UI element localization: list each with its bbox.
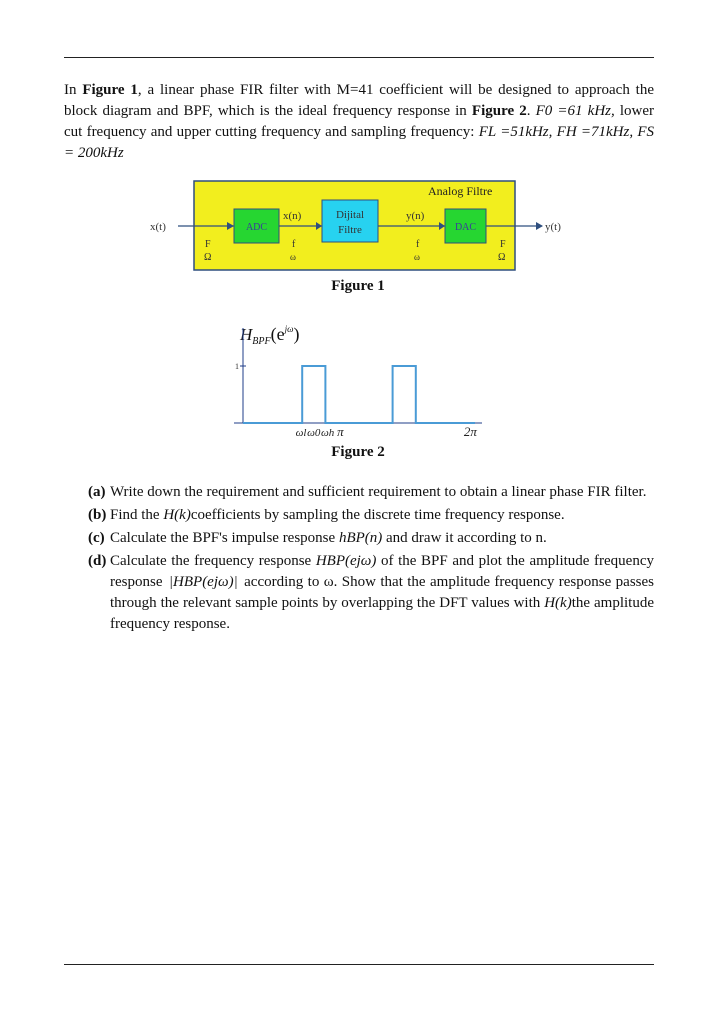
- yn-label: y(n): [406, 210, 425, 222]
- fs-value: FS = 200kHz: [64, 124, 655, 161]
- figure2-frequency-response: [220, 310, 500, 445]
- F-left: F: [205, 239, 211, 250]
- Omega-right: Ω: [498, 252, 506, 263]
- tick-pi: π: [337, 424, 344, 439]
- hbp-ejw-symbol: HBP(ejω): [315, 553, 377, 569]
- figure2-reference: Figure 2: [471, 103, 527, 119]
- F-right: F: [500, 239, 506, 250]
- bpf-response-line: [243, 366, 475, 423]
- xn-label: x(n): [283, 210, 302, 222]
- question-d: (d) Calculate the frequency response HBP(ejω) of the BPF and plot the amplitude frequency response |HBP(ejω)| according to ω. Show that the amplitude frequency response passes through the relevant sample points by overlapping the DFT values with H(k)the amplitude frequency response.: [88, 553, 654, 632]
- hk-symbol-d: H(k): [544, 595, 572, 611]
- question-a-text: Write down the requirement and sufficient requirement to obtain a linear phase FIR filter.: [110, 484, 647, 500]
- f0-value: F0 =61 kHz,: [535, 103, 615, 119]
- top-rule: [64, 57, 654, 58]
- figure2-ylabel: $H_{BPF}(e^{j\omega})$: [240, 324, 300, 347]
- hk-symbol: H(k): [163, 507, 191, 523]
- tick-omega-0: ω0: [307, 427, 321, 439]
- output-label: y(t): [545, 221, 561, 233]
- filter-label-line2: Filtre: [338, 224, 362, 236]
- intro-paragraph: In Figure 1, a linear phase FIR filter with M=41 coefficient will be designed to approach the block diagram and BPF, which is the ideal frequency response in Figure 2. F0 =61 kHz, lower cut frequency and upper cutting frequency and sampling frequency: FL =51kHz, FH =71kHz, FS = 200kHz: [64, 82, 655, 161]
- question-list: [88, 482, 654, 637]
- figure1-block-diagram: [140, 178, 580, 274]
- f-right: f: [416, 239, 420, 250]
- question-c-label: (c): [88, 530, 105, 546]
- ytick-label: 1: [235, 362, 239, 371]
- omega-right: ω: [414, 252, 420, 262]
- fl-value: FL =51kHz,: [478, 124, 553, 140]
- question-a: [88, 482, 654, 503]
- dac-label: DAC: [454, 222, 477, 233]
- tick-two-pi: 2π: [463, 424, 477, 439]
- Omega-left: Ω: [204, 252, 212, 263]
- analog-filter-title: Analog Filtre: [428, 184, 493, 198]
- arrow-output: [536, 222, 543, 230]
- question-b-label: (b): [88, 507, 107, 523]
- figure2-caption: Figure 2: [331, 444, 385, 460]
- figure1-reference: Figure 1: [82, 82, 138, 98]
- bottom-rule: [64, 964, 654, 965]
- tick-omega-l: ωl: [295, 427, 307, 439]
- filter-label-line1: Dijital: [335, 209, 365, 221]
- adc-label: ADC: [245, 222, 268, 233]
- question-b: (b) Find the H(k)coefficients by sampling the discrete time frequency response.: [88, 505, 654, 526]
- f-left: f: [292, 239, 296, 250]
- omega-left: ω: [290, 252, 296, 262]
- question-c: (c) Calculate the BPF's impulse response hBP(n) and draw it according to n.: [88, 528, 654, 549]
- abs-hbp-ejw-symbol: |HBP(ejω)|: [168, 574, 238, 590]
- fh-value: FH =71kHz,: [556, 124, 634, 140]
- figure1-caption: Figure 1: [331, 278, 385, 294]
- question-a-label: (a): [88, 484, 106, 500]
- tick-omega-h: ωh: [321, 427, 335, 439]
- hbp-symbol: hBP(n): [338, 530, 383, 546]
- input-label: x(t): [150, 221, 166, 233]
- question-d-label: (d): [88, 553, 107, 569]
